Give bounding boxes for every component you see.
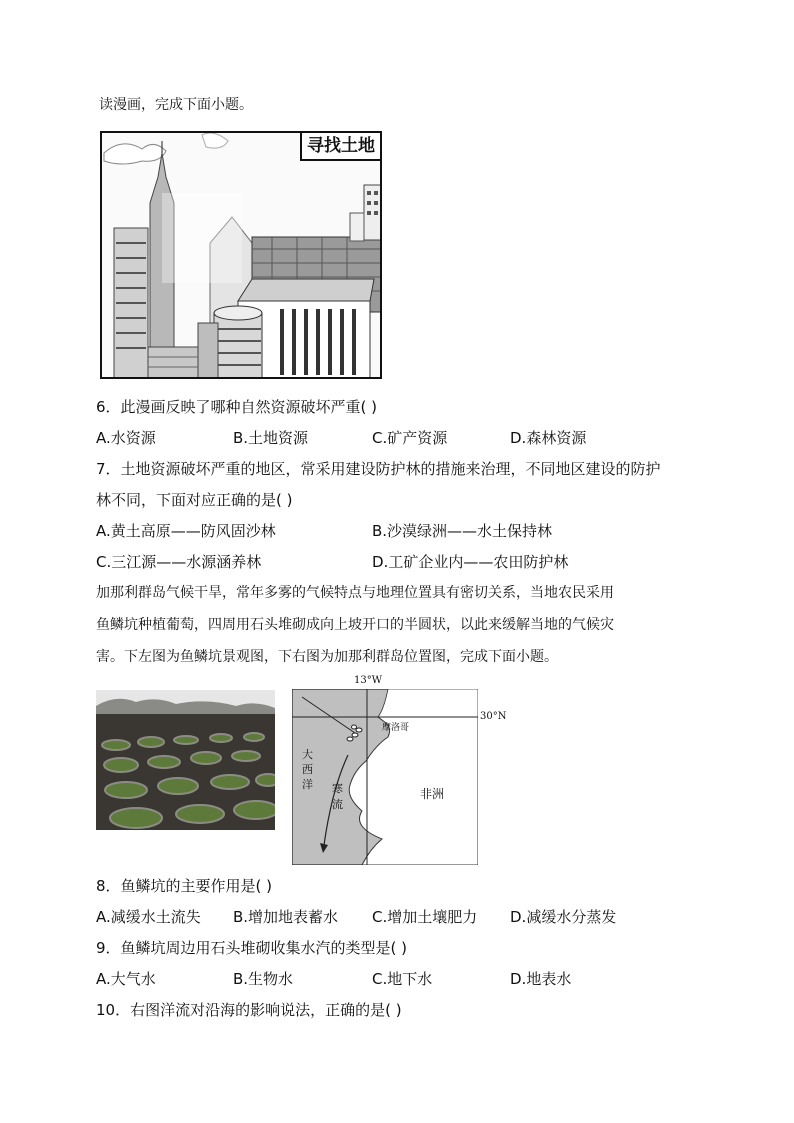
longitude-label: 13°W	[354, 675, 383, 686]
question-7-option-c[interactable]: C.三江源——水源涵养林	[96, 553, 262, 571]
vineyard-landscape	[96, 690, 275, 830]
location-map-svg	[292, 689, 478, 865]
question-6-option-d[interactable]: D.森林资源	[510, 429, 587, 447]
question-7-option-a[interactable]: A.黄土高原——防风固沙林	[96, 522, 276, 540]
question-6-option-b[interactable]: B.土地资源	[233, 429, 309, 447]
question-9-option-b[interactable]: B.生物水	[233, 970, 294, 988]
question-8-option-b[interactable]: B.增加地表蓄水	[233, 908, 339, 926]
question-6-stem: 6．此漫画反映了哪种自然资源破坏严重( )	[96, 398, 378, 416]
intro-canary-line-2: 鱼鳞坑种植葡萄，四周用石头堆砌成向上坡开口的半圆状，以此来缓解当地的气候灾	[96, 617, 614, 633]
question-9-option-c[interactable]: C.地下水	[372, 970, 433, 988]
question-7-stem-line-2: 林不同，下面对应正确的是( )	[96, 491, 293, 509]
question-8-option-c[interactable]: C.增加土壤肥力	[372, 908, 478, 926]
question-7-option-d[interactable]: D.工矿企业内——农田防护林	[372, 553, 569, 571]
comic-title: 寻找土地	[300, 131, 382, 161]
latitude-label: 30°N	[480, 711, 507, 722]
atlantic-ocean-label: 大 西 洋	[302, 748, 313, 791]
question-6-option-a[interactable]: A.水资源	[96, 429, 156, 447]
question-10-stem: 10．右图洋流对沿海的影响说法，正确的是( )	[96, 1001, 402, 1019]
question-8-stem: 8．鱼鳞坑的主要作用是( )	[96, 877, 273, 895]
question-8-option-d[interactable]: D.减缓水分蒸发	[510, 908, 617, 926]
morocco-label: 摩洛哥	[382, 723, 410, 733]
comic-image	[100, 131, 382, 379]
canary-islands-map	[292, 675, 507, 865]
question-9-option-d[interactable]: D.地表水	[510, 970, 572, 988]
intro-canary-line-1: 加那利群岛气候干旱，常年多雾的气候特点与地理位置具有密切关系，当地农民采用	[96, 585, 614, 601]
cold-current-label: 寒 流	[332, 782, 343, 811]
intro-canary-line-3: 害。下左图为鱼鳞坑景观图，下右图为加那利群岛位置图，完成下面小题。	[96, 649, 558, 665]
question-9-option-a[interactable]: A.大气水	[96, 970, 156, 988]
question-6-option-c[interactable]: C.矿产资源	[372, 429, 448, 447]
question-7-stem-line-1: 7．土地资源破坏严重的地区，常采用建设防护林的措施来治理，不同地区建设的防护	[96, 460, 661, 478]
question-7-option-b[interactable]: B.沙漠绿洲——水土保持林	[372, 522, 553, 540]
question-8-option-a[interactable]: A.减缓水土流失	[96, 908, 201, 926]
africa-label: 非洲	[420, 787, 445, 801]
comic-illustration	[102, 133, 382, 379]
question-9-stem: 9．鱼鳞坑周边用石头堆砌收集水汽的类型是( )	[96, 939, 408, 957]
fish-scale-pit-photo	[96, 690, 275, 830]
intro-comic: 读漫画，完成下面小题。	[99, 97, 253, 113]
